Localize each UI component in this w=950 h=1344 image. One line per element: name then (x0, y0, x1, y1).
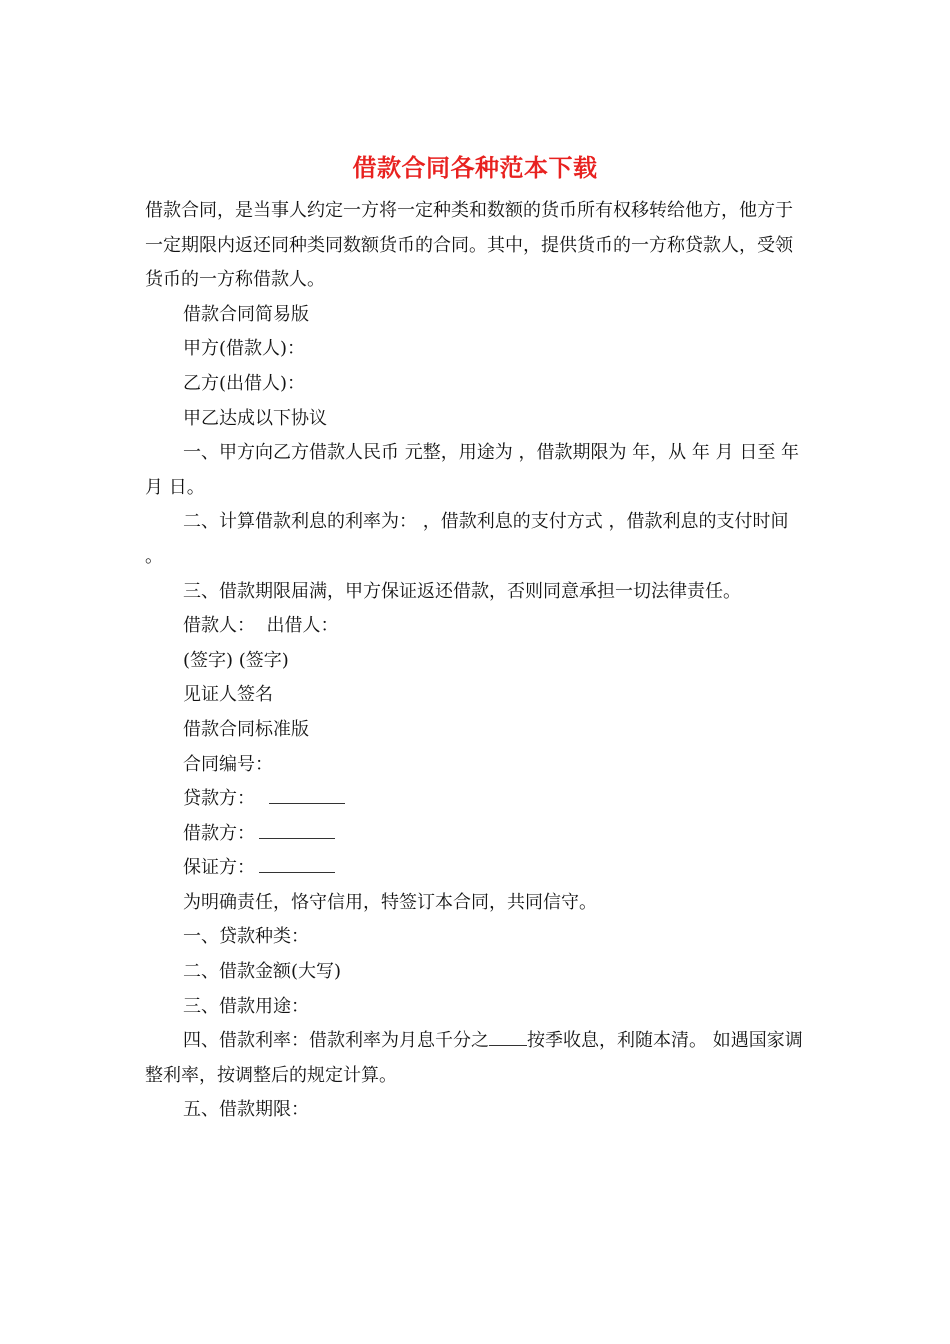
lender-line (145, 782, 807, 817)
intro-paragraph: 借款合同，是当事人约定一方将一定种类和数额的货币所有权移转给他方，他方于一定期限内返还同种类同数额货币的合同。其中，提供货币的一方称贷款人，受领货币的一方称借款人。 (145, 200, 793, 291)
agreement-line: 甲乙达成以下协议 (183, 407, 327, 429)
document-body (145, 194, 807, 1128)
standard-item-2: 二、借款金额(大写) (183, 961, 342, 983)
signers-line: 借款人： 出借人： (183, 615, 339, 637)
simple-clause-1: 一、甲方向乙方借款人民币 元整，用途为 ，借款期限为 年，从 年 月 日至 年 月 日。 (145, 442, 800, 498)
witness-line: 见证人签名 (183, 684, 273, 706)
standard-item-1: 一、贷款种类： (183, 926, 309, 948)
contract-number-line: 合同编号： (183, 753, 273, 775)
borrower-line (145, 817, 807, 852)
standard-item-3: 三、借款用途： (183, 995, 309, 1017)
item-4-prefix: 四、借款利率：借款利率为月息千分之 (183, 1030, 489, 1052)
standard-contract-heading: 借款合同标准版 (183, 718, 309, 740)
document-title: 借款合同各种范本下载 (352, 153, 598, 182)
interest-rate-blank (489, 1029, 527, 1046)
borrower-blank (259, 822, 335, 839)
party-b-line: 乙方(出借人)： (183, 372, 306, 394)
simple-clause-2: 二、计算借款利息的利率为： ，借款利息的支付方式 ，借款利息的支付时间 。 (145, 511, 789, 567)
standard-item-5: 五、借款期限： (183, 1099, 309, 1121)
guarantor-label: 保证方： (183, 857, 255, 879)
simple-clause-3: 三、借款期限届满，甲方保证返还借款，否则同意承担一切法律责任。 (183, 580, 741, 602)
standard-item-4 (145, 1024, 807, 1093)
item-4-suffix: 按季收息，利随本清。 如遇国家调整利率，按调整后的规定计算。 (145, 1030, 803, 1086)
purpose-line: 为明确责任，恪守信用，特签订本合同，共同信守。 (183, 891, 597, 913)
borrower-label: 借款方： (183, 822, 255, 844)
party-a-line: 甲方(借款人)： (183, 338, 306, 360)
guarantor-blank (259, 856, 335, 873)
lender-label: 贷款方： (183, 788, 255, 810)
simple-contract-heading: 借款合同简易版 (183, 303, 309, 325)
lender-blank (269, 787, 345, 804)
guarantor-line (145, 851, 807, 886)
signatures-line: (签字) (签字) (183, 649, 289, 671)
